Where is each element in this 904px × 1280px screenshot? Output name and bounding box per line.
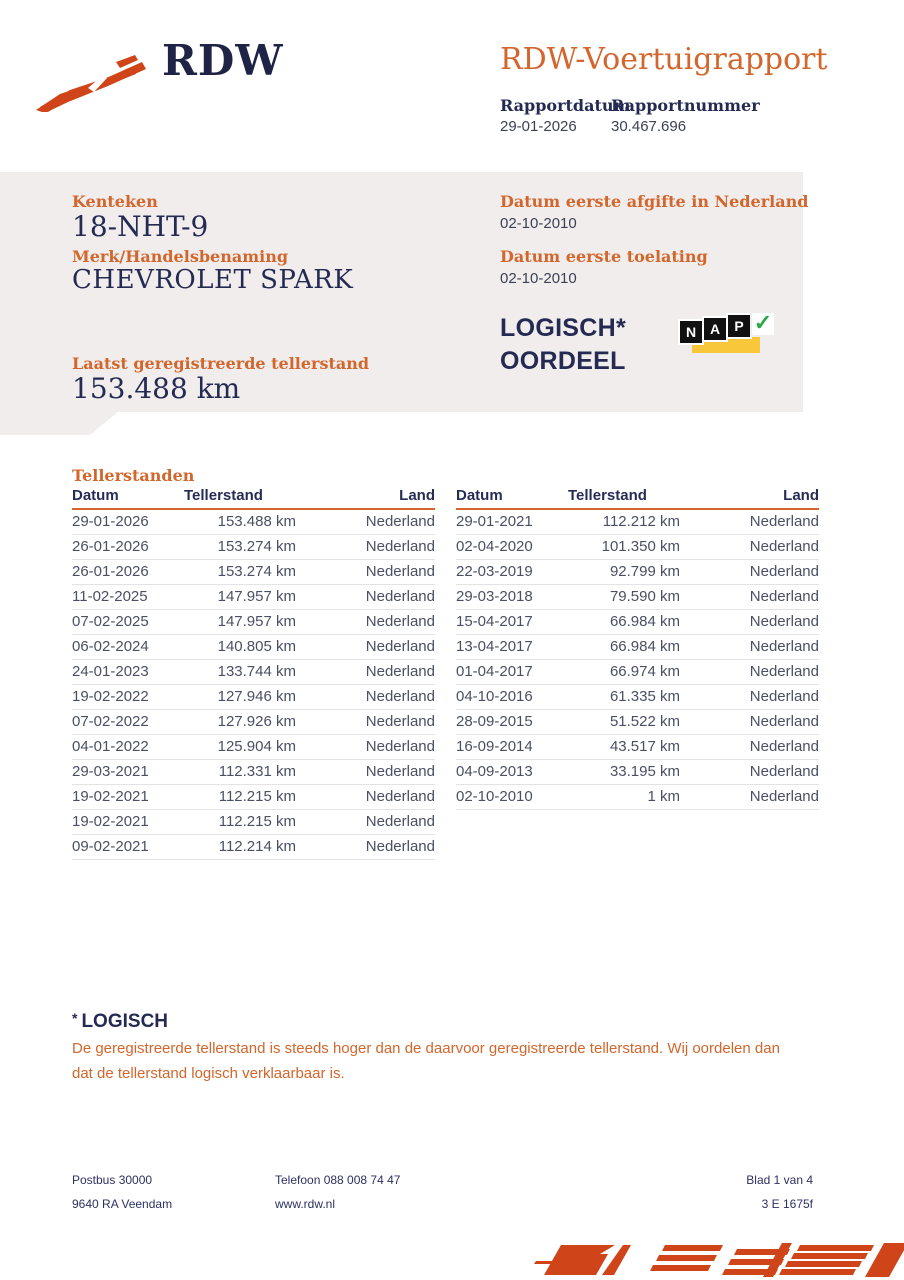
merk-value: CHEVROLET SPARK [72,265,354,295]
footer-address-line2: 9640 RA Veendam [72,1197,173,1211]
date-cell: 26-01-2026 [72,560,184,585]
odometer-cell: 140.805 km [184,635,296,660]
country-cell: Nederland [680,685,819,710]
date-cell: 04-10-2016 [456,685,568,710]
date-cell: 02-04-2020 [456,535,568,560]
page-title: RDW-Voertuigrapport [500,42,828,77]
country-cell: Nederland [680,509,819,535]
nap-letter-n: N [678,319,704,345]
table-row [72,810,435,835]
footer-phone: Telefoon 088 008 74 47 [275,1173,401,1187]
odometer-cell: 127.946 km [184,685,296,710]
odometer-cell: 133.744 km [184,660,296,685]
report-number-label: Rapportnummer [611,96,760,115]
odometer-cell: 51.522 km [568,710,680,735]
odometer-cell: 101.350 km [568,535,680,560]
tellerstand-value: 153.488 km [72,372,241,405]
table-row [456,585,819,610]
table-row [72,735,435,760]
footnote-asterisk: * [72,1010,78,1026]
odometer-cell: 112.215 km [184,785,296,810]
odometer-cell: 79.590 km [568,585,680,610]
table-row [72,560,435,585]
country-cell: Nederland [680,610,819,635]
odometer-cell: 125.904 km [184,735,296,760]
rdw-logo-text: RDW [162,36,284,85]
table-row [72,535,435,560]
date-cell: 04-09-2013 [456,760,568,785]
table-row [72,835,435,860]
country-cell: Nederland [296,685,435,710]
report-number-value: 30.467.696 [611,118,687,135]
table-row [72,610,435,635]
odometer-cell: 147.957 km [184,585,296,610]
oordeel-line1: LOGISCH* [500,314,627,342]
country-cell: Nederland [680,560,819,585]
column-header-tellerstand: Tellerstand [184,487,296,509]
country-cell: Nederland [296,810,435,835]
date-cell: 29-01-2026 [72,509,184,535]
country-cell: Nederland [680,735,819,760]
table-row [456,560,819,585]
table-row [456,710,819,735]
afgifte-value: 02-10-2010 [500,215,577,232]
date-cell: 04-01-2022 [72,735,184,760]
date-cell: 29-03-2021 [72,760,184,785]
odometer-cell: 43.517 km [568,735,680,760]
table-row [456,635,819,660]
column-header-land: Land [680,487,819,509]
footnote-text: De geregistreerde tellerstand is steeds hoger dan de daarvoor geregistreerde tellerstand. Wij oordelen dan dat de tellerstand logisch verklaarbaar is. [72,1040,780,1082]
odometer-cell: 112.214 km [184,835,296,860]
date-cell: 28-09-2015 [456,710,568,735]
merk-label: Merk/Handelsbenaming [72,247,289,266]
country-cell: Nederland [296,585,435,610]
table-row [72,635,435,660]
date-cell: 15-04-2017 [456,610,568,635]
footer-address-line1: Postbus 30000 [72,1173,153,1187]
footer-page-number: Blad 1 van 4 [746,1173,813,1187]
country-cell: Nederland [680,785,819,810]
date-cell: 19-02-2022 [72,685,184,710]
footnote-heading-text: LOGISCH [81,1011,169,1032]
odometer-cell: 66.984 km [568,635,680,660]
odometer-cell: 92.799 km [568,560,680,585]
country-cell: Nederland [296,660,435,685]
footer-page-info [746,1168,813,1216]
nap-logo-icon [676,310,773,358]
date-cell: 29-03-2018 [456,585,568,610]
footnote-heading [72,1010,168,1033]
odometer-cell: 66.984 km [568,610,680,635]
country-cell: Nederland [296,509,435,535]
table-row [456,509,819,535]
toelating-value: 02-10-2010 [500,270,577,287]
date-cell: 07-02-2022 [72,710,184,735]
table-row [72,685,435,710]
date-cell: 22-03-2019 [456,560,568,585]
column-header-land: Land [296,487,435,509]
odometer-cell: 153.274 km [184,535,296,560]
table-row [456,760,819,785]
table-row [72,760,435,785]
odometer-cell: 66.974 km [568,660,680,685]
odometer-cell: 112.215 km [184,810,296,835]
table-row [456,785,819,810]
report-date-value: 29-01-2026 [500,118,577,135]
date-cell: 13-04-2017 [456,635,568,660]
country-cell: Nederland [680,585,819,610]
country-cell: Nederland [296,735,435,760]
country-cell: Nederland [296,560,435,585]
oordeel-line2: OORDEEL [500,347,626,375]
nap-check-icon: ✓ [750,311,776,337]
rdw-logo-swoosh-icon [36,52,148,112]
odometer-cell: 153.488 km [184,509,296,535]
summary-panel-notch [0,412,118,435]
date-cell: 11-02-2025 [72,585,184,610]
table-row [72,710,435,735]
date-cell: 01-04-2017 [456,660,568,685]
country-cell: Nederland [296,835,435,860]
odometer-cell: 61.335 km [568,685,680,710]
tellerstand-label: Laatst geregistreerde tellerstand [72,354,370,373]
date-cell: 07-02-2025 [72,610,184,635]
table-row [72,660,435,685]
date-cell: 19-02-2021 [72,785,184,810]
odometer-cell: 112.331 km [184,760,296,785]
country-cell: Nederland [680,710,819,735]
odometer-cell: 33.195 km [568,760,680,785]
date-cell: 24-01-2023 [72,660,184,685]
date-cell: 16-09-2014 [456,735,568,760]
country-cell: Nederland [296,535,435,560]
footer-contact [275,1168,400,1216]
kenteken-value: 18-NHT-9 [72,210,209,243]
oordeel-text [500,312,626,378]
report-date-label: Rapportdatum [500,96,631,115]
kenteken-label: Kenteken [72,192,158,211]
table-row [456,735,819,760]
date-cell: 19-02-2021 [72,810,184,835]
nap-letter-a: A [702,316,728,342]
country-cell: Nederland [680,535,819,560]
date-cell: 06-02-2024 [72,635,184,660]
nap-letter-p: P [726,313,752,339]
table-row [456,685,819,710]
table-row [456,660,819,685]
table-row [72,509,435,535]
table-row [456,535,819,560]
date-cell: 02-10-2010 [456,785,568,810]
odometer-table-right [456,487,819,810]
country-cell: Nederland [296,710,435,735]
odometer-table-left [72,487,435,860]
table-header-row [72,487,435,509]
table-row [72,785,435,810]
column-header-datum: Datum [456,487,568,509]
country-cell: Nederland [296,785,435,810]
tellerstanden-heading: Tellerstanden [72,466,195,485]
afgifte-label: Datum eerste afgifte in Nederland [500,192,809,211]
odometer-cell: 127.926 km [184,710,296,735]
date-cell: 26-01-2026 [72,535,184,560]
table-row [456,610,819,635]
table-header-row [456,487,819,509]
footer-website: www.rdw.nl [275,1197,336,1211]
country-cell: Nederland [296,635,435,660]
odometer-cell: 147.957 km [184,610,296,635]
toelating-label: Datum eerste toelating [500,247,708,266]
odometer-cell: 1 km [568,785,680,810]
table-row [72,585,435,610]
country-cell: Nederland [680,660,819,685]
date-cell: 29-01-2021 [456,509,568,535]
country-cell: Nederland [680,760,819,785]
date-cell: 09-02-2021 [72,835,184,860]
column-header-tellerstand: Tellerstand [568,487,680,509]
odometer-cell: 112.212 km [568,509,680,535]
footer-address [72,1168,172,1216]
odometer-cell: 153.274 km [184,560,296,585]
footer-form-code: 3 E 1675f [761,1197,813,1211]
country-cell: Nederland [296,760,435,785]
country-cell: Nederland [296,610,435,635]
column-header-datum: Datum [72,487,184,509]
rdw-footer-graphic-icon [524,1235,904,1280]
country-cell: Nederland [680,635,819,660]
